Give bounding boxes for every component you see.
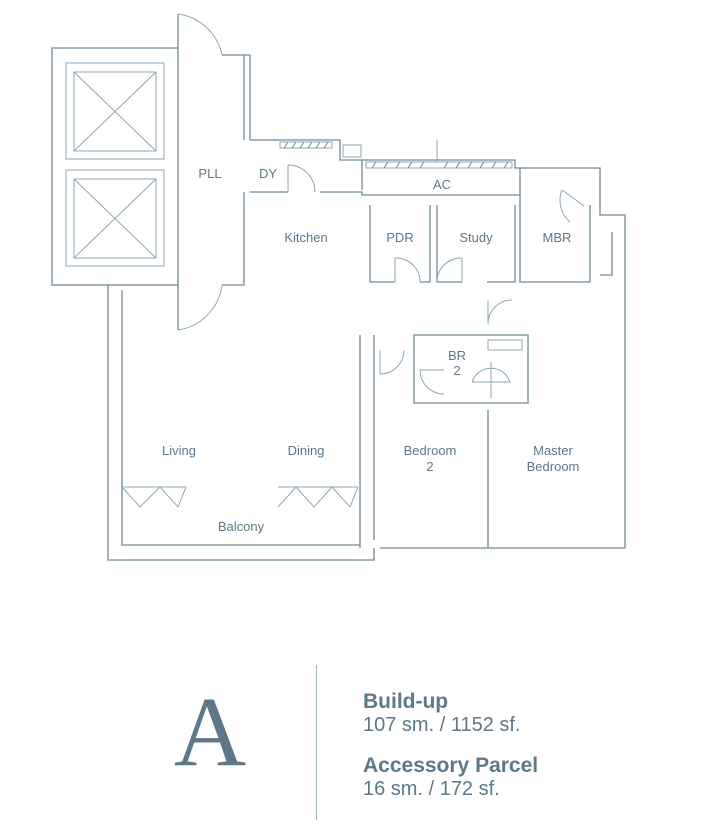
room-label-master-line2: Bedroom [526,459,580,474]
room-label-bedroom2-line1: Bedroom [403,443,457,458]
room-label-kitchen: Kitchen [284,230,328,245]
room-label-study: Study [459,230,493,245]
room-label-mbr: MBR [542,230,572,245]
room-label-living: Living [162,443,196,458]
room-label-br2-line2: 2 [453,363,461,378]
room-label-balcony: Balcony [217,519,265,534]
unit-type-letter: A [173,676,247,787]
room-label-bedroom2-line2: 2 [426,459,434,474]
accessory-parcel-title: Accessory Parcel [363,754,539,777]
room-label-master-line1: Master [533,443,573,458]
ac-ledge-hatch [280,140,512,168]
apartment-walls [108,140,625,560]
accessory-parcel-value: 16 sm. / 172 sf. [363,778,500,800]
info-divider [316,665,317,820]
balcony-bifold-doors [122,487,358,507]
room-label-br2-line1: BR [447,348,467,363]
room-label-dining: Dining [287,443,325,458]
lift-core [52,48,178,285]
room-label-pdr: PDR [386,230,414,245]
room-label-dy: DY [258,166,278,181]
buildup-title: Build-up [363,690,449,713]
room-label-pll: PLL [198,166,222,181]
room-label-ac: AC [432,177,452,192]
buildup-value: 107 sm. / 1152 sf. [363,714,521,736]
